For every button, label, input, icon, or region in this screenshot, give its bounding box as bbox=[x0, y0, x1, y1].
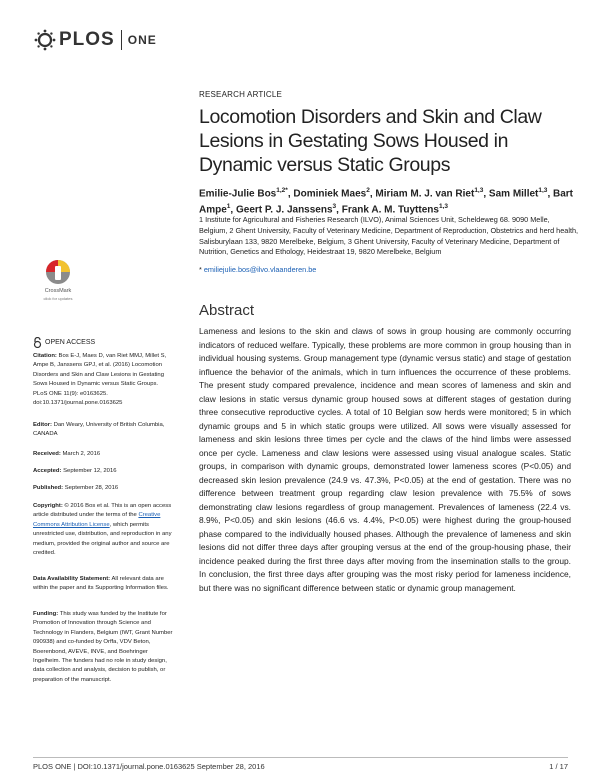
page-number: 1 / 17 bbox=[549, 762, 568, 771]
citation-block bbox=[33, 352, 173, 408]
published-block bbox=[33, 484, 173, 493]
author-name: Sam Millet bbox=[488, 188, 539, 200]
article-title: Locomotion Disorders and Skin and Claw Lesions in Gestating Sows Housed in Dynamic versus Static Groups bbox=[199, 106, 542, 176]
data-availability-text: All relevant data are within the paper and its Supporting Information files. bbox=[33, 576, 169, 592]
license-link[interactable]: Creative Commons Attribution License bbox=[33, 512, 161, 528]
logo-divider bbox=[121, 30, 122, 50]
editor-block bbox=[33, 421, 173, 440]
citation-label: Citation: bbox=[33, 353, 57, 359]
author-name: Miriam M. J. van Riet bbox=[375, 188, 475, 200]
copyright-text-end: , which permits unrestricted use, distribution, and reproduction in any medium, provided the original author and source are credited. bbox=[33, 521, 172, 557]
published-label: Published: bbox=[33, 485, 64, 491]
copyright-label: Copyright: bbox=[33, 503, 63, 509]
accepted-date: September 12, 2016 bbox=[63, 468, 117, 474]
author-name: Emilie-Julie Bos bbox=[199, 188, 277, 200]
citation-text: Bos E-J, Maes D, van Riet MMJ, Millet S, Ampe B, Janssens GPJ, et al. (2016) Locomotion Disorders and Skin and Claw Lesions in Gestating Sows Housed in Dynamic versus Static Groups. PLoS ONE 11(9): e0163625. doi:10.1371/journal.pone.0163625 bbox=[33, 353, 167, 407]
data-availability-label: Data Availability Statement: bbox=[33, 576, 111, 582]
affiliations: 1 Institute for Agricultural and Fisheries Research (ILVO), Animal Sciences Unit, Scheldeweg 68. 9090 Melle, Belgium, 2 Ghent University, Faculty of Veterinary Medicine, Department of Reproduction, Obstetrics and herd health, Salisburylaan 133, 9820 Merelbeke, Belgium, 3 Ghent University, Faculty of Veterinary Medicine, Department of Nutrition, Genetics and Ethology, Heidestraat 19, 9820 Merelbeke, Belgium bbox=[199, 215, 579, 257]
open-access-label: OPEN ACCESS bbox=[45, 339, 96, 346]
author-affiliation-marker: 1 bbox=[226, 203, 231, 211]
abstract-heading: Abstract bbox=[199, 302, 255, 319]
editor-label: Editor: bbox=[33, 422, 52, 428]
editor-text: Dan Weary, University of British Columbia, CANADA bbox=[33, 422, 165, 438]
copyright-block bbox=[33, 502, 173, 558]
journal-name: ONE bbox=[127, 33, 157, 47]
crossmark-label: CrossMark bbox=[44, 288, 72, 294]
corresponding-author bbox=[199, 265, 316, 274]
accepted-block bbox=[33, 467, 173, 476]
author-name: Bart Ampe bbox=[199, 188, 574, 216]
author-name: Dominiek Maes bbox=[293, 188, 367, 200]
received-label: Received: bbox=[33, 451, 61, 457]
author-affiliation-marker: 1,3 bbox=[474, 187, 484, 194]
author-affiliation-marker: 2 bbox=[366, 187, 370, 194]
article-type: RESEARCH ARTICLE bbox=[199, 90, 283, 99]
logo-text: PLOS bbox=[59, 29, 115, 50]
author-affiliation-marker: 3 bbox=[332, 203, 337, 211]
author-affiliation-marker: 1,2* bbox=[276, 187, 288, 194]
plos-one-logo[interactable] bbox=[34, 29, 157, 51]
asterisk: * bbox=[199, 265, 204, 274]
email-link[interactable]: emiliejulie.bos@ilvo.vlaanderen.be bbox=[203, 265, 317, 274]
funding-block bbox=[33, 610, 173, 685]
funding-text: This study was funded by the Institute for Promotion of Innovation through Science and Technology in Flanders, Belgium (IWT, Grant Number 090938) and co-funded by Orffa, VDV Beton, Boerenbond, AVEVE, INVE, and Boehringer Ingelheim. The funders had no role in study design, data collection and analysis, decision to publish, or preparation of the manuscript. bbox=[33, 611, 173, 683]
plos-logo-icon bbox=[34, 29, 56, 51]
footer-citation: PLOS ONE | DOI:10.1371/journal.pone.0163625 September 28, 2016 bbox=[33, 762, 265, 771]
funding-label: Funding: bbox=[33, 611, 59, 617]
crossmark-icon[interactable] bbox=[36, 258, 80, 288]
page-footer bbox=[33, 762, 568, 771]
author-affiliation-marker: 1,3 bbox=[438, 203, 448, 211]
accepted-label: Accepted: bbox=[33, 468, 62, 474]
received-block bbox=[33, 450, 173, 459]
open-access-lock-icon bbox=[33, 337, 42, 348]
author-name: Geert P. J. Janssens bbox=[235, 204, 333, 216]
open-access-badge bbox=[33, 337, 95, 348]
abstract-text: Lameness and lesions to the skin and claws of sows in group housing are commonly occurring indicators of reduced welfare. Typically, these problems are more common in group housing than in individual housing systems. Group management type (dynamic versus static) and stage of gestation influence the behavior of the animals, which in turn influences the occurrence of these problems. The present study compared prevalence, incidence and mean scores of lameness and skin and claw lesions in static versus dynamic group housed sows at different stages of gestation during three consecutive reproductive cycles. A total of 10 Belgian sow herds were monitored; 5 in which dynamic groups and 5 in which static groups were utilized. All sows were visually assessed for lameness and skin lesions three times per cycle and the claws of the hind limbs were assessed once per cycle. Lameness and claw lesions were assessed using visual analogue scales. Static groups, in comparison with dynamic groups, demonstrated lower lameness scores (P<0.05) and decreased skin lesion prevalence (24.9 vs. 47.3%, P<0.05) at the end of gestation. There was no difference between treatment group regarding claw lesion prevalence with 75.5% of sows demonstrating claw lesions regardless of group management. Prevalences of lameness (22.4 vs. 8.9%, P<0.05) and skin lesions (46.6 vs. 4.4%, P<0.05) were highest during the group-housed phase compared to the individually housed phases. Although the prevalence of lameness and skin lesions did not differ three days after grouping versus at the end of the group-housing phase, their incidence peaked during the first three days after moving from the insemination stalls to the group. In conclusion, the first three days after grouping was the most risky period for lameness incidence, but there was no significant difference between static or dynamic group management. bbox=[199, 326, 571, 593]
published-date: September 28, 2016 bbox=[64, 485, 119, 491]
crossmark-sublabel: click for updates bbox=[43, 296, 73, 301]
footer-divider bbox=[33, 757, 568, 758]
author-name: Frank A. M. Tuyttens bbox=[341, 204, 439, 216]
copyright-text: © 2016 Bos et al. This is an open access article distributed under the terms of the bbox=[33, 503, 172, 519]
author-list: Emilie-Julie Bos$^{1,2*}$, Dominiek Maes$^2$, Miriam M. J. van Riet$^{1,3}$, Sam Millet$^{1,3}$, Bart Ampe$^1$, Geert P. J. Janssens$^3$, Frank A. M. Tuyttens$^{1,3}$ bbox=[199, 187, 574, 216]
received-date: March 2, 2016 bbox=[62, 451, 101, 457]
data-availability-block bbox=[33, 575, 173, 594]
author-affiliation-marker: 1,3 bbox=[538, 187, 548, 194]
